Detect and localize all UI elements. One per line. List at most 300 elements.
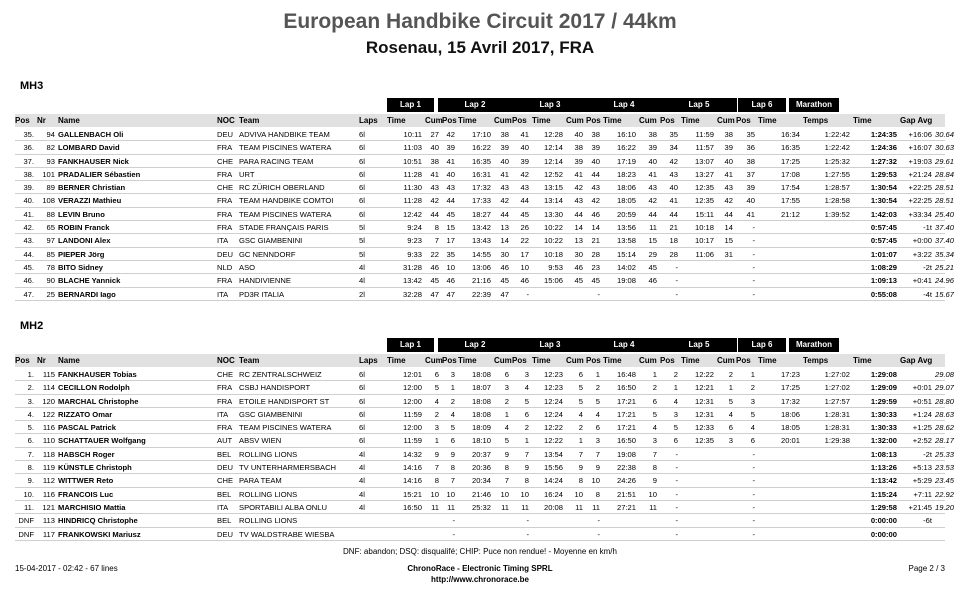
table-cell: 1:13:26 xyxy=(870,463,897,473)
table-cell: ABSV WIEN xyxy=(239,436,282,446)
table-cell: 11 xyxy=(521,502,529,512)
table-cell: 27:21 xyxy=(616,502,636,512)
table-cell: BLACHE Yannick xyxy=(58,276,121,286)
table-cell: 4l xyxy=(359,489,365,499)
table-cell: TEAM PISCINES WATERA xyxy=(239,143,332,153)
table-cell: 118 xyxy=(42,449,55,459)
table-cell: 1 xyxy=(524,436,529,446)
table-cell: 1 xyxy=(728,383,733,393)
table-cell: 28.80 xyxy=(935,396,955,406)
table-cell: 6l xyxy=(359,383,365,393)
table-cell: 108 xyxy=(42,196,55,206)
table-cell: RIZZATO Omar xyxy=(58,409,113,419)
table-cell: WITTWER Reto xyxy=(58,476,114,486)
table-cell: PD3R ITALIA xyxy=(239,289,285,299)
table-cell: 40 xyxy=(500,156,509,166)
table-cell: MARCHISIO Mattia xyxy=(58,502,126,512)
table-cell: 1:08:13 xyxy=(870,449,897,459)
table-cell: 85 xyxy=(46,249,55,259)
column-header: Pos xyxy=(15,356,30,365)
table-cell: - xyxy=(526,289,529,299)
table-cell: 39 xyxy=(500,143,509,153)
table-cell: 20:34 xyxy=(471,476,491,486)
table-cell: 9:33 xyxy=(407,249,422,259)
lap-header: Lap 5 xyxy=(661,98,737,112)
table-cell: 21 xyxy=(591,236,600,246)
column-header: Time xyxy=(387,356,406,365)
table-cell: PIEPER Jörg xyxy=(58,249,105,259)
table-cell: 1:22:42 xyxy=(824,143,850,153)
table-row xyxy=(15,221,955,234)
table-cell: 20:08 xyxy=(543,502,563,512)
table-cell: 42 xyxy=(446,130,455,139)
table-cell: +0:41 xyxy=(912,276,932,286)
table-cell: 47 xyxy=(430,289,439,299)
table-cell: TEAM HANDBIKE COMTOI xyxy=(239,196,334,206)
table-cell: 1:25:32 xyxy=(824,156,850,166)
table-row xyxy=(15,274,955,287)
table-cell: 28.62 xyxy=(935,423,955,433)
table-cell: 1:28:57 xyxy=(824,183,850,193)
table-cell: 42. xyxy=(23,223,34,233)
table-row xyxy=(15,234,955,247)
table-cell: 6 xyxy=(578,370,583,379)
table-cell: +0:51 xyxy=(912,396,932,406)
table-cell: 10:18 xyxy=(543,249,563,259)
table-cell: ADVIVA HANDBIKE TEAM xyxy=(239,130,330,139)
table-cell: 6l xyxy=(359,169,365,179)
table-cell: 122 xyxy=(42,409,55,419)
table-cell: 6 xyxy=(595,423,600,433)
table-cell: 5 xyxy=(578,396,583,406)
table-cell: 16:22 xyxy=(616,143,636,153)
table-cell: CHE xyxy=(217,183,234,193)
table-cell: 47 xyxy=(446,289,455,299)
table-cell: 11:28 xyxy=(403,169,422,179)
table-cell: 11 xyxy=(447,502,455,512)
table-cell: 42 xyxy=(500,196,509,206)
table-cell: 45. xyxy=(23,262,34,272)
table-cell: 5. xyxy=(27,423,34,433)
table-cell: 17:32 xyxy=(471,183,491,193)
table-cell: 1:27:02 xyxy=(824,370,850,379)
table-cell: 42 xyxy=(574,183,583,193)
column-header: Pos xyxy=(15,116,30,125)
table-cell: 8 xyxy=(504,463,509,473)
table-cell: 40 xyxy=(648,156,657,166)
table-cell: 12:35 xyxy=(694,196,714,206)
table-cell: 4 xyxy=(504,423,509,433)
table-cell: 40 xyxy=(746,196,755,206)
table-cell: 2 xyxy=(728,370,733,379)
table-cell: 93 xyxy=(46,156,55,166)
table-cell: 37. xyxy=(23,156,34,166)
table-cell: - xyxy=(752,489,755,499)
table-cell: - xyxy=(752,236,755,246)
table-cell: 41 xyxy=(430,169,439,179)
table-cell: - xyxy=(675,516,678,526)
table-row xyxy=(15,194,955,207)
table-cell: -1t xyxy=(923,223,932,233)
results-table xyxy=(15,128,955,301)
table-cell: 16:24 xyxy=(543,489,563,499)
table-cell: 45 xyxy=(574,276,583,286)
table-cell: 10 xyxy=(574,489,583,499)
table-cell: 19:08 xyxy=(616,276,636,286)
table-cell: 1:30:54 xyxy=(870,183,897,193)
table-cell: 44. xyxy=(23,249,34,259)
table-cell: - xyxy=(752,223,755,233)
table-cell: 12:23 xyxy=(543,383,563,393)
table-cell: 7 xyxy=(450,476,455,486)
table-cell: 12:00 xyxy=(402,396,422,406)
table-cell: 9 xyxy=(595,463,600,473)
table-cell: 9:53 xyxy=(548,262,563,272)
table-cell: 18:08 xyxy=(471,409,491,419)
table-cell: 24:26 xyxy=(616,476,636,486)
table-cell: 65 xyxy=(46,223,55,233)
table-cell: 46 xyxy=(648,276,657,286)
table-cell: - xyxy=(452,516,455,526)
page-subtitle: Rosenau, 15 Avril 2017, FRA xyxy=(365,38,595,57)
table-cell: 39 xyxy=(574,156,583,166)
table-cell: +2:52 xyxy=(912,436,932,446)
table-cell: DEU xyxy=(217,249,234,259)
table-cell: 12:00 xyxy=(402,383,422,393)
table-cell: ITA xyxy=(217,289,229,299)
table-cell: 6l xyxy=(359,143,365,153)
table-cell: 94 xyxy=(46,130,55,139)
table-cell: 5 xyxy=(434,383,439,393)
lap-header: Lap 2 xyxy=(438,338,512,352)
column-header: Time xyxy=(853,356,872,365)
table-row xyxy=(15,155,955,168)
table-cell: 13:56 xyxy=(616,223,636,233)
table-cell: HINDRICQ Christophe xyxy=(58,516,138,526)
table-cell: 42 xyxy=(430,196,439,206)
lap-header: Lap 5 xyxy=(661,338,737,352)
table-cell: 18:06 xyxy=(616,183,636,193)
table-cell: 1:15:24 xyxy=(870,489,897,499)
table-cell: ROBIN Franck xyxy=(58,223,110,233)
column-header: NOC xyxy=(217,356,235,365)
table-cell: 5 xyxy=(450,423,455,433)
table-cell: 46 xyxy=(500,262,509,272)
column-header: Temps xyxy=(803,116,829,125)
table-row xyxy=(15,434,955,447)
table-cell: +22:25 xyxy=(908,183,932,193)
table-cell: 10 xyxy=(520,489,529,499)
table-cell: 22:38 xyxy=(616,463,636,473)
table-cell: 90 xyxy=(46,276,55,286)
table-cell: 1:29:38 xyxy=(824,436,850,446)
table-cell: CSBJ HANDISPORT xyxy=(239,383,311,393)
table-cell: 16:50 xyxy=(616,436,636,446)
table-cell: 14 xyxy=(724,223,733,233)
table-cell: 12:23 xyxy=(543,370,563,379)
table-cell: 4l xyxy=(359,449,365,459)
table-cell: 43. xyxy=(23,236,34,246)
table-cell: -6t xyxy=(923,516,932,526)
column-header: Name xyxy=(58,116,80,125)
column-header: Cum xyxy=(425,116,443,125)
table-cell: 38. xyxy=(23,169,34,179)
table-cell: 12:35 xyxy=(694,183,714,193)
table-cell: 2 xyxy=(673,370,678,379)
table-cell: 36. xyxy=(23,143,34,153)
table-cell: 7 xyxy=(434,463,439,473)
table-cell: 11 xyxy=(575,502,583,512)
table-cell: MARCHAL Christophe xyxy=(58,396,139,406)
table-cell: 14:02 xyxy=(616,262,636,272)
table-cell: 119 xyxy=(42,463,55,473)
table-cell: - xyxy=(752,249,755,259)
table-cell: HANDIVIENNE xyxy=(239,276,291,286)
column-header: Time xyxy=(853,116,872,125)
footer-link[interactable]: http://www.chronorace.be xyxy=(431,575,529,584)
table-cell: 17:54 xyxy=(780,183,800,193)
table-cell: 4. xyxy=(27,409,34,419)
table-cell: 17:23 xyxy=(780,370,800,379)
table-cell: 9 xyxy=(434,449,439,459)
column-header: Pos xyxy=(660,116,675,125)
table-cell: 13:42 xyxy=(471,223,491,233)
table-cell: +5:29 xyxy=(912,476,932,486)
table-cell: 1:27:57 xyxy=(824,396,850,406)
table-cell: 6l xyxy=(359,409,365,419)
table-cell: 26 xyxy=(520,223,529,233)
column-header: Time xyxy=(758,356,777,365)
table-cell: 1:32:00 xyxy=(870,436,897,446)
table-cell: 3 xyxy=(504,383,509,393)
lap-header: Lap 4 xyxy=(586,338,662,352)
table-cell: 10 xyxy=(446,262,455,272)
table-cell: SCHATTAUER Wolfgang xyxy=(58,436,146,446)
table-cell: 15:06 xyxy=(543,276,563,286)
table-cell: 1 xyxy=(450,383,455,393)
table-cell: 11 xyxy=(431,502,439,512)
table-cell: 116 xyxy=(42,423,55,433)
table-cell: 12:28 xyxy=(543,130,563,139)
table-cell: 43 xyxy=(446,183,455,193)
table-cell: 27 xyxy=(430,130,439,139)
table-cell: 37 xyxy=(746,169,755,179)
column-header: Cum xyxy=(566,356,584,365)
table-cell: 38 xyxy=(574,143,583,153)
table-cell: LOMBARD David xyxy=(58,143,120,153)
table-cell: - xyxy=(675,449,678,459)
table-cell: 18:08 xyxy=(471,370,491,379)
table-cell: 36 xyxy=(746,143,755,153)
table-cell: ROLLING LIONS xyxy=(239,516,298,526)
table-cell: 6 xyxy=(450,436,455,446)
table-cell: LANDONI Alex xyxy=(58,236,111,246)
table-row xyxy=(15,261,955,274)
table-cell: ITA xyxy=(217,409,229,419)
table-cell: 1:30:33 xyxy=(870,423,897,433)
table-cell: CHE xyxy=(217,156,234,166)
table-cell: FRA xyxy=(217,209,233,219)
lap-header: Lap 1 xyxy=(387,338,434,352)
table-cell: 47 xyxy=(500,289,509,299)
table-cell: 18:06 xyxy=(780,409,800,419)
table-cell: 45 xyxy=(446,209,455,219)
table-cell: 41 xyxy=(746,209,755,219)
table-cell: LEVIN Bruno xyxy=(58,209,105,219)
table-cell: KÜNSTLE Christoph xyxy=(58,463,132,473)
table-cell: 0:00:00 xyxy=(870,529,897,539)
table-cell: GC NENNDORF xyxy=(239,249,296,259)
table-cell: - xyxy=(752,529,755,539)
column-header: Time xyxy=(532,356,551,365)
table-cell: 17:10 xyxy=(471,130,491,139)
table-cell: 10:18 xyxy=(694,223,714,233)
table-cell: - xyxy=(752,449,755,459)
table-cell: 20:37 xyxy=(471,449,491,459)
table-cell: 41 xyxy=(500,169,509,179)
table-cell: 30 xyxy=(574,249,583,259)
table-cell: 5l xyxy=(359,236,365,246)
table-cell: 78 xyxy=(46,262,55,272)
table-cell: 32:28 xyxy=(402,289,422,299)
table-cell: 10:51 xyxy=(402,156,422,166)
table-cell: +19:03 xyxy=(908,156,932,166)
table-cell: 3 xyxy=(434,423,439,433)
table-cell: 16:22 xyxy=(471,143,491,153)
table-cell: ETOILE HANDISPORT ST xyxy=(239,396,330,406)
table-cell: HABSCH Roger xyxy=(58,449,115,459)
table-cell: 12:22 xyxy=(543,436,563,446)
table-row xyxy=(15,208,955,221)
table-cell: 1:28:31 xyxy=(824,409,850,419)
table-row xyxy=(15,514,945,527)
table-cell: 46 xyxy=(574,262,583,272)
table-cell: 12:31 xyxy=(694,396,714,406)
table-cell: 41 xyxy=(446,156,455,166)
table-cell: 116 xyxy=(42,489,55,499)
table-cell: 46 xyxy=(591,209,600,219)
table-cell: 18:27 xyxy=(471,209,491,219)
table-cell: 1:30:54 xyxy=(870,196,897,206)
page-title: European Handbike Circuit 2017 / 44km xyxy=(283,10,677,33)
table-cell: 18:05 xyxy=(616,196,636,206)
table-cell: 5 xyxy=(652,409,657,419)
column-header: Cum xyxy=(639,356,657,365)
table-cell: 17 xyxy=(520,249,529,259)
table-cell: 4 xyxy=(524,383,529,393)
table-cell: 25.40 xyxy=(935,209,955,219)
column-header: Cum xyxy=(494,116,512,125)
table-cell: 12:33 xyxy=(694,423,714,433)
table-cell: 19.20 xyxy=(935,502,955,512)
column-header: NOC xyxy=(217,116,235,125)
table-cell: 16:34 xyxy=(780,130,800,139)
table-cell: 2 xyxy=(652,383,657,393)
table-cell: 20:59 xyxy=(616,209,636,219)
table-row xyxy=(15,501,955,514)
table-cell: 45 xyxy=(591,276,600,286)
table-cell: 38 xyxy=(430,156,439,166)
table-row xyxy=(15,168,955,181)
table-cell: - xyxy=(752,476,755,486)
table-cell: - xyxy=(526,529,529,539)
table-cell: +21:45 xyxy=(908,502,932,512)
table-cell: 2 xyxy=(578,423,583,433)
table-cell: ITA xyxy=(217,236,229,246)
table-cell: 12:00 xyxy=(402,423,422,433)
table-cell: 4l xyxy=(359,262,365,272)
table-cell: 10:22 xyxy=(543,223,563,233)
table-cell: 9. xyxy=(27,476,34,486)
table-cell: 11 xyxy=(649,502,657,512)
table-cell: 10:11 xyxy=(403,130,422,139)
table-cell: 9:23 xyxy=(407,236,422,246)
table-cell: 41 xyxy=(724,169,733,179)
lap-header: Lap 3 xyxy=(512,98,588,112)
table-cell: 4 xyxy=(450,409,455,419)
table-cell: 28 xyxy=(669,249,678,259)
table-cell: 10:17 xyxy=(694,236,714,246)
table-cell: - xyxy=(752,463,755,473)
table-cell: 112 xyxy=(42,476,55,486)
column-header: Time xyxy=(681,356,700,365)
table-cell: 13 xyxy=(500,223,509,233)
table-cell: 38 xyxy=(648,130,657,139)
table-cell: URT xyxy=(239,169,255,179)
table-cell: 23.45 xyxy=(935,476,955,486)
table-cell: 16:10 xyxy=(616,130,636,139)
table-cell: 2 xyxy=(595,383,600,393)
table-cell: 41 xyxy=(520,130,529,139)
table-row xyxy=(15,488,955,501)
table-cell: 88 xyxy=(46,209,55,219)
table-cell: 15:11 xyxy=(695,209,714,219)
table-cell: 17:32 xyxy=(780,396,800,406)
table-cell: 40 xyxy=(669,183,678,193)
column-header: Cum xyxy=(425,356,443,365)
column-header: Nr xyxy=(37,356,46,365)
column-header: Gap Avg xyxy=(900,356,933,365)
table-cell: 13:43 xyxy=(471,236,491,246)
table-cell: 3 xyxy=(673,409,678,419)
table-cell: 6 xyxy=(750,436,755,446)
table-cell: TV UNTERHARMERSBACH xyxy=(239,463,337,473)
table-cell: 42 xyxy=(520,169,529,179)
table-cell: 1. xyxy=(27,370,34,379)
table-cell: 11:06 xyxy=(695,249,714,259)
table-cell: 12:42 xyxy=(402,209,422,219)
table-cell: - xyxy=(675,476,678,486)
table-cell: 29 xyxy=(648,249,657,259)
table-cell: 10 xyxy=(500,489,509,499)
table-cell: 11 xyxy=(649,223,657,233)
table-cell: 40 xyxy=(446,169,455,179)
column-header-row xyxy=(15,354,945,367)
table-cell: 15:14 xyxy=(616,249,636,259)
table-cell: +16:07 xyxy=(908,143,932,153)
table-cell: 1 xyxy=(578,436,583,446)
table-cell: PRADALIER Sébastien xyxy=(58,169,141,179)
table-cell: 30.64 xyxy=(935,130,955,139)
table-cell: ROLLING LIONS xyxy=(239,489,298,499)
column-header: Team xyxy=(239,356,260,365)
table-cell: 40. xyxy=(23,196,34,206)
table-cell: 46 xyxy=(446,276,455,286)
table-cell: 6l xyxy=(359,130,365,139)
table-cell: 47. xyxy=(23,289,34,299)
table-cell: NLD xyxy=(217,262,233,272)
table-cell: 15:21 xyxy=(402,489,422,499)
